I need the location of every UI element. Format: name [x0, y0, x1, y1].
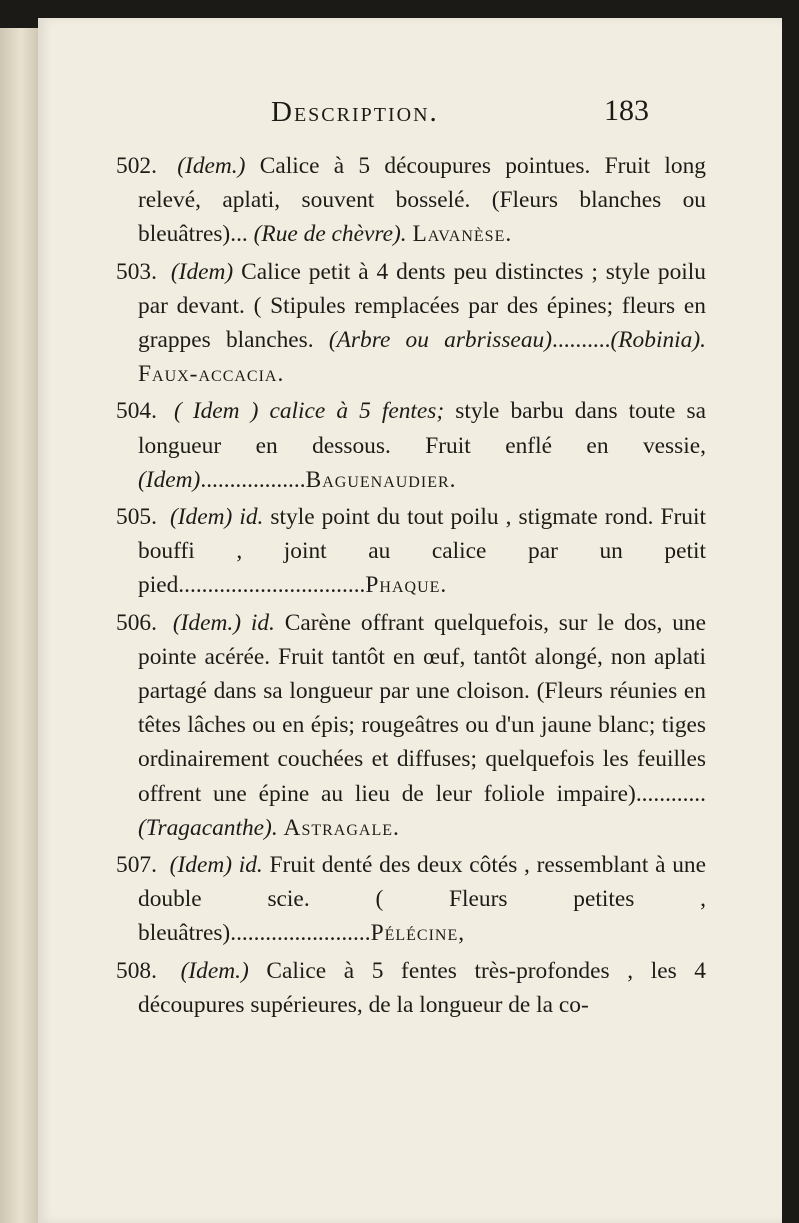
entry-text: Calice à 5 découpures pointues. Fruit long relevé, aplati, souvent bosselé. (Fleurs blanches ou bleuâtres)...	[138, 153, 706, 248]
entry-number: 504.	[116, 398, 157, 425]
entry-text: Calice petit à 4 dents peu distinctes ; style poilu par devant. ( Stipules remplacées par des épines; fleurs en grappes blanches.	[138, 258, 706, 354]
entry-reference-2: (Idem)	[138, 466, 201, 493]
entry-reference: (Idem.)	[177, 153, 246, 179]
entry-text: style barbu dans toute sa longueur en dessous. Fruit enflé en vessie,	[138, 398, 706, 459]
french-name: (Arbre ou arbrisseau)	[328, 327, 552, 354]
entry-number: 508.	[116, 957, 157, 984]
entry-reference: (Idem)	[170, 258, 234, 285]
entry-text: style point du tout poilu , stigmate rond. Fruit bouffi , joint au calice par un petit pied	[138, 504, 706, 599]
common-name: Astragale.	[283, 814, 400, 841]
entry-reference: (Idem) id.	[169, 504, 264, 531]
entry-lead: calice à 5 fentes;	[269, 398, 445, 425]
leader-dots: ..................	[200, 466, 306, 493]
entry-number: 503.	[116, 258, 157, 285]
entry-number: 506.	[116, 609, 157, 636]
french-name: (Rue de chèvre).	[253, 221, 407, 248]
entry-503	[116, 255, 706, 392]
entry-502	[116, 149, 706, 252]
page-body	[116, 149, 706, 1025]
entry-507	[116, 848, 706, 951]
leader-dots: ..........	[552, 327, 611, 354]
page-header	[38, 90, 782, 140]
entry-reference: (Idem.)	[180, 957, 249, 984]
leader-dots: ...........	[641, 780, 706, 807]
entry-number: 505.	[116, 504, 157, 531]
running-head: Description.	[271, 96, 439, 128]
latin-name: (Robinia).	[610, 327, 706, 354]
latin-name: (Tragacanthe).	[138, 814, 278, 841]
entry-508	[116, 954, 706, 1022]
common-name: Lavanèse.	[412, 221, 513, 248]
entry-reference: (Idem) id.	[169, 852, 263, 879]
leader-dots: ................................	[178, 572, 366, 599]
adjacent-page-edge	[0, 28, 38, 1223]
entry-506	[116, 606, 706, 845]
leader-dots: ........................	[230, 920, 371, 947]
entry-number: 507.	[116, 852, 157, 879]
page-number: 183	[604, 94, 649, 127]
entry-text: Fruit denté des deux côtés , ressemblant à une double scie. ( Fleurs petites , bleuâtres)	[138, 852, 706, 947]
common-name: Baguenaudier.	[305, 466, 457, 493]
entry-505	[116, 500, 706, 603]
entry-number: 502.	[116, 153, 157, 179]
entry-text: Calice à 5 fentes très-profondes , les 4 découpures supérieures, de la longueur de la co-	[138, 957, 706, 1018]
entry-text: Carène offrant quelquefois, sur le dos, une pointe acérée. Fruit tantôt en œuf, tantôt alongé, non aplati partagé dans sa longueur par une cloison. (Fleurs réunies en têtes lâches ou en épis; rougeâtres ou d'un jaune blanc; tiges ordinairement couchées et diffuses; quelquefois les feuilles offrent une épine au lieu de leur foliole impaire).	[138, 609, 706, 807]
common-name: Faux-accacia.	[138, 361, 285, 388]
entry-504	[116, 394, 706, 497]
common-name: Pélécine,	[370, 920, 466, 947]
entry-reference: (Idem.) id.	[172, 609, 275, 636]
book-page	[38, 18, 782, 1223]
common-name: Phaque.	[365, 572, 448, 599]
entry-reference: ( Idem )	[173, 398, 259, 425]
